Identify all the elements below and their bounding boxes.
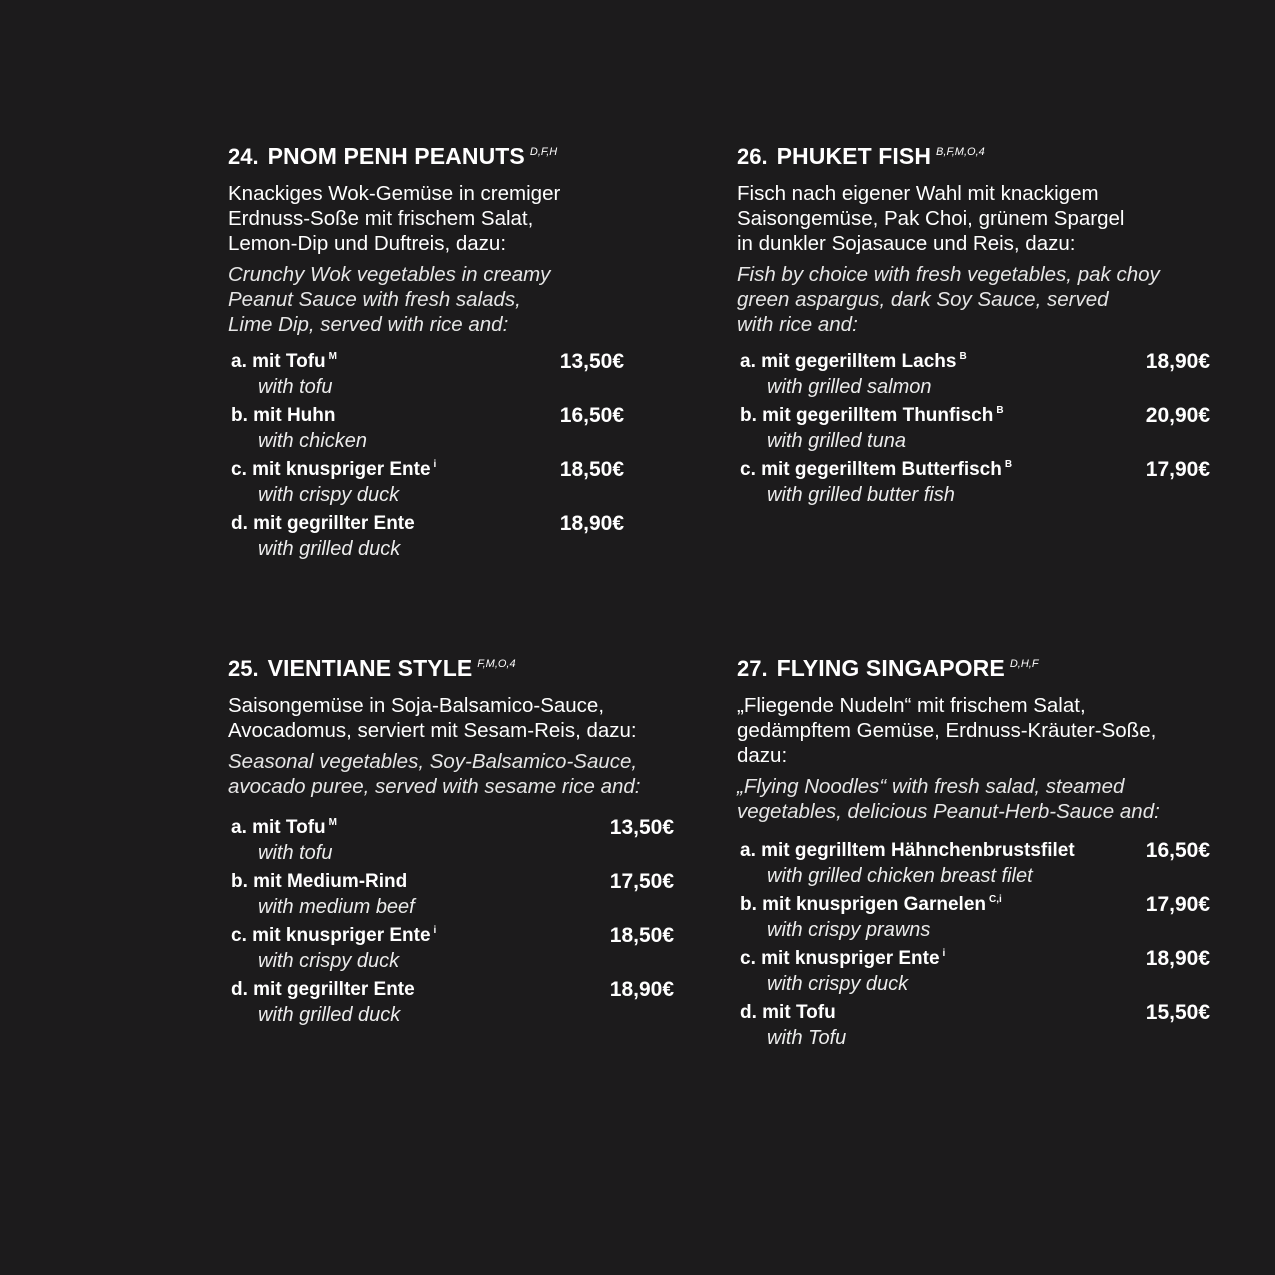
description-line: avocado puree, served with sesame rice and: <box>228 775 641 798</box>
menu-option <box>231 923 698 977</box>
option-price: 17,90€ <box>1145 893 1210 916</box>
option-english: with grilled chicken breast filet <box>767 865 1033 887</box>
description-line: Erdnuss-Soße mit frischem Salat, <box>228 207 534 230</box>
option-allergen: i <box>942 948 946 959</box>
option-name-text: b. mit gegerilltem Thunfisch <box>740 405 994 426</box>
option-name <box>231 869 410 898</box>
description-line: Saisongemüse, Pak Choi, grünem Spargel <box>737 207 1125 230</box>
menu-option <box>231 457 648 511</box>
description-line: „Flying Noodles“ with fresh salad, steamed <box>737 775 1125 798</box>
description-line: in dunkler Sojasauce und Reis, dazu: <box>737 232 1076 255</box>
option-name <box>231 403 338 432</box>
menu-section-24 <box>228 140 648 565</box>
description-english <box>228 749 698 799</box>
menu-section-27 <box>737 652 1217 1054</box>
option-allergen: M <box>328 817 337 828</box>
section-heading <box>228 140 648 177</box>
option-name-text: a. mit gegerilltem Lachs <box>740 351 957 372</box>
dish-title: VIENTIANE STYLE <box>267 655 473 681</box>
description-english <box>737 262 1217 337</box>
description-line: Fish by choice with fresh vegetables, pak choy <box>737 263 1160 286</box>
option-name <box>231 457 436 486</box>
section-heading <box>737 140 1217 177</box>
menu-section-26 <box>737 140 1217 511</box>
description-line: Seasonal vegetables, Soy-Balsamico-Sauce, <box>228 750 638 773</box>
description-german <box>737 181 1217 256</box>
section-heading <box>737 652 1217 689</box>
option-english: with crispy duck <box>767 973 909 995</box>
dish-number: 25. <box>228 656 259 681</box>
option-price: 16,50€ <box>559 404 624 427</box>
option-price: 17,90€ <box>1145 458 1210 481</box>
option-name-text: a. mit gegrilltem Hähnchenbrustsfilet <box>740 840 1075 861</box>
option-name <box>740 403 1004 432</box>
menu-option <box>740 403 1217 457</box>
description-line: gedämpftem Gemüse, Erdnuss-Kräuter-Soße, <box>737 719 1157 742</box>
description-line: Knackiges Wok-Gemüse in cremiger <box>228 182 561 205</box>
menu-option <box>231 977 698 1031</box>
option-english: with chicken <box>258 430 367 452</box>
menu-option <box>740 349 1217 403</box>
option-english: with tofu <box>258 842 333 864</box>
option-price: 15,50€ <box>1145 1001 1210 1024</box>
option-list <box>740 349 1217 511</box>
option-name <box>231 511 418 540</box>
option-price: 20,90€ <box>1145 404 1210 427</box>
option-english: with grilled duck <box>258 538 401 560</box>
dish-number: 27. <box>737 656 768 681</box>
menu-option <box>231 511 648 565</box>
dish-number: 26. <box>737 144 768 169</box>
option-allergen: B <box>1004 459 1013 470</box>
option-english: with Tofu <box>767 1027 847 1049</box>
description-line: Peanut Sauce with fresh salads, <box>228 288 521 311</box>
option-allergen: M <box>328 351 337 362</box>
option-english: with crispy duck <box>258 950 400 972</box>
dish-title: PNOM PENH PEANUTS <box>267 143 525 169</box>
option-name <box>740 946 945 975</box>
option-price: 18,50€ <box>559 458 624 481</box>
option-list <box>231 349 648 565</box>
option-name-text: a. mit Tofu <box>231 351 326 372</box>
option-price: 18,50€ <box>609 924 674 947</box>
option-name-text: a. mit Tofu <box>231 817 326 838</box>
option-allergen: C,i <box>989 894 1002 905</box>
option-name-text: d. mit Tofu <box>740 1002 836 1023</box>
option-allergen: B <box>959 351 967 362</box>
menu-option <box>231 403 648 457</box>
option-name <box>231 977 418 1006</box>
option-name <box>231 349 337 378</box>
option-allergen: B <box>996 405 1004 416</box>
option-allergen: i <box>433 925 437 936</box>
option-price: 18,90€ <box>1145 350 1210 373</box>
option-english: with grilled salmon <box>767 376 932 398</box>
allergen-codes: F,M,O,4 <box>477 658 516 670</box>
menu-option <box>231 869 698 923</box>
dish-title: PHUKET FISH <box>776 143 932 169</box>
option-name <box>740 838 1078 867</box>
option-english: with medium beef <box>258 896 415 918</box>
dish-number: 24. <box>228 144 259 169</box>
menu-option <box>740 1000 1217 1054</box>
description-line: dazu: <box>737 744 788 767</box>
allergen-codes: B,F,M,O,4 <box>936 146 985 158</box>
allergen-codes: D,F,H <box>529 146 558 158</box>
description-german <box>228 693 698 743</box>
description-german <box>228 181 648 256</box>
option-english: with crispy duck <box>258 484 400 506</box>
description-line: Fisch nach eigener Wahl mit knackigem <box>737 182 1099 205</box>
option-price: 17,50€ <box>609 870 674 893</box>
option-name-text: b. mit Huhn <box>231 405 336 426</box>
description-line: Avocadomus, serviert mit Sesam-Reis, dazu: <box>228 719 637 742</box>
menu-option <box>231 815 698 869</box>
option-name-text: b. mit Medium-Rind <box>231 871 408 892</box>
menu-section-25 <box>228 652 698 1031</box>
option-list <box>231 815 698 1031</box>
section-heading <box>228 652 698 689</box>
option-price: 18,90€ <box>609 978 674 1001</box>
description-english <box>228 262 648 337</box>
option-name-text: c. mit gegerilltem Butterfisch <box>740 459 1002 480</box>
option-name <box>231 923 436 952</box>
option-name-text: c. mit knuspriger Ente <box>231 459 431 480</box>
description-line: „Fliegende Nudeln“ mit frischem Salat, <box>737 694 1086 717</box>
option-name-text: d. mit gegrillter Ente <box>231 979 415 1000</box>
option-price: 13,50€ <box>609 816 674 839</box>
option-name <box>740 1000 839 1029</box>
option-name-text: b. mit knusprigen Garnelen <box>740 894 986 915</box>
description-line: green aspargus, dark Soy Sauce, served <box>737 288 1109 311</box>
option-name-text: c. mit knuspriger Ente <box>740 948 940 969</box>
option-list <box>740 838 1217 1054</box>
option-name <box>740 349 967 378</box>
description-line: Lime Dip, served with rice and: <box>228 313 509 336</box>
description-german <box>737 693 1217 768</box>
description-english <box>737 774 1217 824</box>
dish-title: FLYING SINGAPORE <box>776 655 1005 681</box>
option-english: with tofu <box>258 376 333 398</box>
description-line: Saisongemüse in Soja-Balsamico-Sauce, <box>228 694 605 717</box>
menu-option <box>231 349 648 403</box>
option-english: with grilled tuna <box>767 430 906 452</box>
option-allergen: i <box>433 459 437 470</box>
menu-option <box>740 838 1217 892</box>
allergen-codes: D,H,F <box>1009 658 1039 670</box>
option-english: with grilled butter fish <box>767 484 955 506</box>
description-line: with rice and: <box>737 313 858 336</box>
option-english: with grilled duck <box>258 1004 401 1026</box>
option-price: 18,90€ <box>559 512 624 535</box>
menu-option <box>740 946 1217 1000</box>
option-price: 18,90€ <box>1145 947 1210 970</box>
option-name <box>231 815 337 844</box>
description-line: Lemon-Dip und Duftreis, dazu: <box>228 232 507 255</box>
description-line: vegetables, delicious Peanut-Herb-Sauce and: <box>737 800 1160 823</box>
description-line: Crunchy Wok vegetables in creamy <box>228 263 551 286</box>
option-name <box>740 457 1012 486</box>
option-price: 13,50€ <box>559 350 624 373</box>
option-name-text: d. mit gegrillter Ente <box>231 513 415 534</box>
option-english: with crispy prawns <box>767 919 931 941</box>
option-price: 16,50€ <box>1145 839 1210 862</box>
option-name <box>740 892 1002 921</box>
menu-option <box>740 457 1217 511</box>
menu-option <box>740 892 1217 946</box>
option-name-text: c. mit knuspriger Ente <box>231 925 431 946</box>
